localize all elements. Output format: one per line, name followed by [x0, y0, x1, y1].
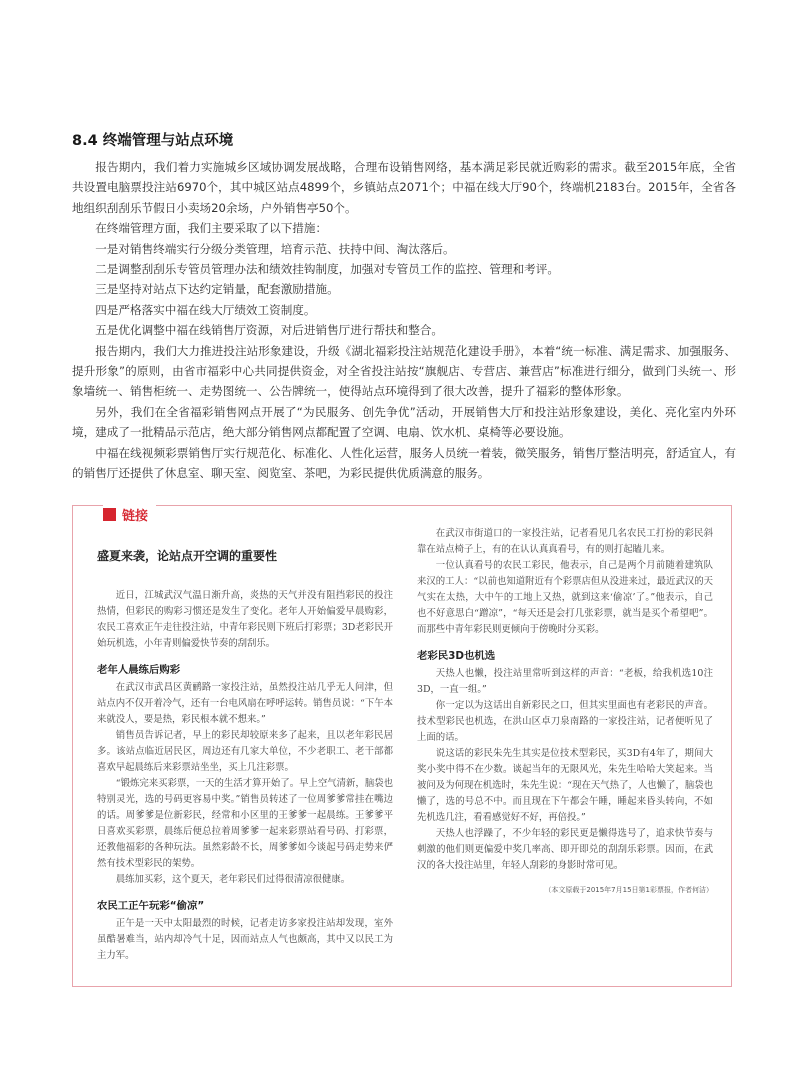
article-paragraph: 销售员告诉记者，早上的彩民却较原来多了起来，且以老年彩民居多。该站点临近居民区，周边还有几家大单位，不少老职工、老干部都喜欢早起晨练后来彩票站坐坐，买上几注彩票。: [97, 730, 393, 773]
article-paragraph: 天热人也浮躁了，不少年轻的彩民更是懒得选号了，追求快节奏与刺激的他们则更偏爱中奖几率高、即开即兑的刮刮乐彩票。因而，在武汉的各大投注站里，年轻人刮彩的身影时常可见。: [417, 828, 713, 871]
section-title: 8.4 终端管理与站点环境: [72, 133, 234, 149]
link-label: 链接: [122, 508, 149, 524]
article-paragraph: 说这话的彩民朱先生其实是位技术型彩民，买3D有4年了，期间大奖小奖中得不在少数。谈起当年的无限风光，朱先生哈哈大笑起来。当被问及为何现在机选时，朱先生说：“现在天气热了，人也懒了，脑袋也懒了，选的号总不中。而且现在下午都会午睡，睡起来昏头转向，不如先机选几注，看看感觉好不好，再倍投。”: [417, 748, 713, 823]
body-paragraph: 报告期内，我们着力实施城乡区域协调发展战略，合理布设销售网络，基本满足彩民就近购彩的需求。截至2015年底，全省共设置电脑票投注站6970个，其中城区站点4899个，乡镇站点2071个；中福在线大厅90个，终端机2183台。2015年，全省各地组织刮刮乐节假日小卖场20余场，户外销售亭50个。: [72, 160, 736, 215]
link-header: [103, 505, 156, 523]
red-square-icon: [103, 508, 116, 521]
source-note: （本文原载于2015年7月15日第1彩票报，作者何洁）: [544, 886, 713, 894]
body-paragraph: 在终端管理方面，我们主要采取了以下措施：: [95, 221, 328, 236]
article-paragraph: 你一定以为这话出自新彩民之口，但其实里面也有老彩民的声音。技术型彩民也机选，在洪山区卓刀泉南路的一家投注站，记者便听见了上面的话。: [417, 700, 713, 743]
link-column-right: [417, 526, 713, 896]
article-paragraph: 一位认真看号的农民工彩民，他表示，自己是两个月前随着建筑队来汉的工人：“以前也知道附近有个彩票店但从没进来过，最近武汉的天气实在太热，大中午的工地上又热，就到这来‘偷凉’了。”他表示，自己也不好意思白“蹭凉”，“每天还是会打几张彩票，就当是买个希望吧”。而那些中青年彩民则更倾向于傍晚时分买彩。: [417, 560, 713, 635]
article-paragraph: 在武汉市街道口的一家投注站，记者看见几名农民工打扮的彩民斜靠在站点椅子上，有的在认认真真看号，有的则打起瞌儿来。: [417, 528, 713, 555]
article-paragraph: 天热人也懒，投注站里常听到这样的声音：“老板，给我机选10注3D，一直一组。”: [417, 668, 713, 695]
body-paragraph: 三是坚持对站点下达约定销量，配套激励措施。: [95, 282, 339, 297]
body-paragraph: 报告期内，我们大力推进投注站形象建设，升级《湖北福彩投注站规范化建设手册》，本着“统一标准、满足需求、加强服务、提升形象”的原则，由省市福彩中心共同提供资金，对全省投注站按“旗舰店、专营店、兼营店”标准进行细分，做到门头统一、形象墙统一、销售柜统一、走势图统一、公告牌统一，使得站点环境得到了很大改善，提升了福彩的整体形象。: [72, 343, 736, 399]
article-paragraph: 晨练加买彩，这个夏天，老年彩民们过得很清凉很健康。: [115, 874, 351, 885]
article-paragraph: “锻炼完来买彩票，一天的生活才算开始了。早上空气清新，脑袋也特别灵光，选的号码更容易中奖。”销售员转述了一位周爹爹常挂在嘴边的话。周爹爹是位新彩民，经常和小区里的王爹爹一起晨练。王爹爹平日喜欢买彩票，晨练后便总拉着周爹爹一起来彩票站看号码、打彩票，还教他福彩的各种玩法。虽然彩龄不长，周爹爹如今谈起号码走势来俨然有技术型彩民的架势。: [97, 778, 393, 869]
article-paragraph: 近日，江城武汉气温日渐升高，炎热的天气并没有阻挡彩民的投注热情，但彩民的购彩习惯还是发生了变化。老年人开始偏爱早晨购彩，农民工喜欢正午走往投注站，中青年彩民则下班后打彩票；3D老彩民开始玩机选，小年青则偏爱快节奏的刮刮乐。: [97, 590, 393, 649]
article-subheading: 农民工正午玩彩“偷凉”: [97, 900, 205, 912]
body-paragraph: 四是严格落实中福在线大厅绩效工资制度。: [95, 302, 316, 317]
body-paragraph: 二是调整刮刮乐专管员管理办法和绩效挂钩制度，加强对专管员工作的监控、管理和考评。: [95, 262, 559, 277]
body-paragraph: 一是对销售终端实行分级分类管理，培育示范、扶持中间、淘汰落后。: [95, 241, 455, 256]
main-body: [72, 157, 736, 484]
article-title: 盛夏来袭，论站点开空调的重要性: [97, 549, 278, 563]
link-sidebar-box: [72, 505, 732, 987]
body-paragraph: 中福在线视频彩票销售厅实行规范化、标准化、人性化运营，服务人员统一着装，微笑服务，销售厅整洁明亮，舒适宜人，有的销售厅还提供了休息室、聊天室、阅览室、茶吧，为彩民提供优质满意的服务。: [72, 445, 736, 481]
article-paragraph: 正午是一天中太阳最烈的时候，记者走访多家投注站却发现，室外虽酷暑难当，站内却冷气十足，因而站点人气也颇高，其中又以民工为主力军。: [97, 918, 393, 961]
article-subheading: 老彩民3D也机选: [417, 650, 496, 662]
article-subheading: 老年人晨练后购彩: [97, 664, 181, 676]
body-paragraph: 五是优化调整中福在线销售厅资源，对后进销售厅进行帮扶和整合。: [95, 323, 444, 338]
link-column-left: [97, 528, 393, 964]
article-paragraph: 在武汉市武昌区黄鹂路一家投注站，虽然投注站几乎无人问津，但站点内不仅开着冷气，还有一台电风扇在呼呼运转。销售员说：“下午本来就没人，要是热，彩民根本就不想来。”: [97, 682, 393, 725]
body-paragraph: 另外，我们在全省福彩销售网点开展了“为民服务、创先争优”活动，开展销售大厅和投注站形象建设，美化、亮化室内外环境，建成了一批精品示范店，绝大部分销售网点都配置了空调、电扇、饮水机、桌椅等必要设施。: [72, 404, 736, 440]
